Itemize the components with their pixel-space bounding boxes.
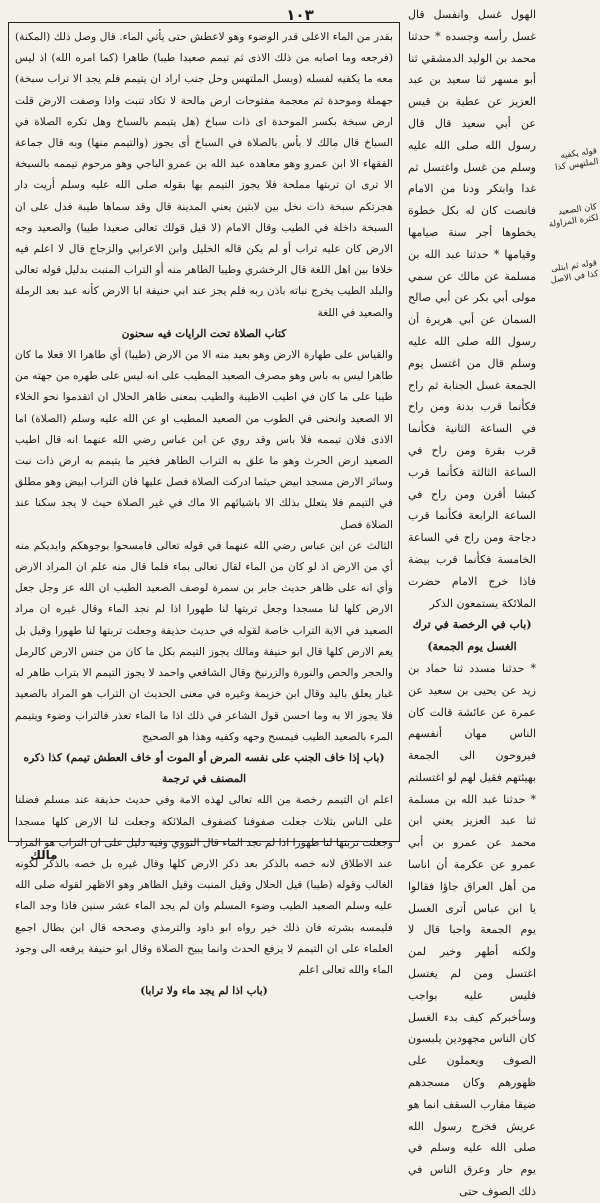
main-commentary-column (8, 22, 400, 998)
margin-note: قوله ثم ابتلى كذا في الاصل (549, 258, 600, 286)
margin-notes (540, 146, 600, 570)
side-column-chapter-heading: (باب في الرخصة في ترك الغسل يوم الجمعة) (412, 618, 532, 654)
catchword: مالك (30, 848, 58, 862)
commentary-paragraph: اعلم ان التيمم رخصة من الله تعالى لهذه الامة وفي حديث حذيفة عند مسلم فضلنا على الناس بثلاث جعلت صفوفنا كصفوف الملائكة وجعلت لنا الارض كلها مسجدا وجعلت تربتها لنا طهورا اذا لم نجد الماء قال النووي وفيه دليل على ان التراب هو المراد عند الاطلاق لانه خصه بالذكر بعد ذكر الارض كلها وقال غيره بل خصه بالذكر لكونه الغالب وقوله (طيبا) قيل الحلال وقيل المنبت وقيل الطاهر وهو الاظهر لقوله صلى الله عليه وسلم الصعيد الطيب وضوء المسلم وان لم يجد الماء عشر سنين فاذا وجد الماء فليمسه بشرته فان ذلك خير رواه ابو داود والترمذي وصححه قال ابن بطال اجمع العلماء على ان التيمم لا يرفع الحدث وانما يبيح الصلاة وقال ابو حنيفة يرفعه الى وجود الماء والله تعالى اعلم (15, 794, 393, 976)
commentary-paragraph: بقدر من الماء الاعلى قدر الوضوء وهو لاعطش حتى يأتي الماء. قال وصل ذلك (المكنة) (فرجعه وما اصابه من ذلك الاذى ثم تيمم صعيدا طيبا) طاهرا (كما امره الله) اذ ليس معه ما يكفيه لفسله (وبسل الملتهس وحل جنب اراد ان يتيمم فلم يجد الا تراب سبخة) جهملة وموحدة ثم معجمة مفتوحات ارض مالحة لا تكاد تنبت واذا وصفت الارض قلت ارض سبخة بكسر الموحدة اى ذات سباخ (هل يتيمم بالسباخ وهل تكره الصلاة في السباخ قال مالك لا بأس بالصلاة في السباخ أى يجوز (والتيمم منها) وبه قال جماعة الفقهاء الا ابن عمرو وهو معاهده عبد الله بن عمرو الباجي وهو مرحوم تيممه بالسبخة الا ترى ان تربتها مملحة فلا يجوز التيمم بها بقوله صلى الله عليه وسلم أريت دار هجرتكم سبخة ذات نخل بين لابتين يعني المدينة قال وقد سماها طيبة فدل على ان السبخة داخلة في الطيب وقال الامام (لا قيل قولك تعالى صعيدا طيبا) والصعيد وجه الارض كان عليه تراب أو لم يكن قاله الخليل وابن الاعرابي والزجاج قال لا اعلم فيه خلافا بين اهل اللغة قال الرخشري وطيبا الطاهر منه أو التراب المنبت بدليل قوله تعالى والبلد الطيب يخرج نباته باذن ربه فلم يجز عند ابي حنيفة ابا الارض كأنه عبد بعد الرملة والصعيد في اللغة (15, 31, 393, 319)
margin-note: قوله يكفيه الملتهس كذا (554, 146, 600, 173)
side-column-body: الهول غسل وانفسل قال غسل رأسه وجسده * حدثنا محمد بن الوليد الدمشقي ثنا أبو مسهر ثنا سعيد بن عبد العزيز عن عطية بن قيس عن أبي سعيد قال قال رسول الله صلى الله عليه وسلم من غسل واغتسل ثم غدا وابتكر ودنا من الامام فانصت كان له بكل خطوة يخطوها أجر سنة صيامها وقيامها * حدثنا عبد الله بن مسلمة عن مالك عن سمي مولى أبي بكر عن أبي صالح السمان عن أبي هريرة أن رسول الله صلى الله عليه وسلم قال من اغتسل يوم الجمعة غسل الجنابة ثم راح فكأنما قرب بدنة ومن راح في الساعة الثانية فكأنما قرب بقرة ومن راح في الساعة الثالثة فكأنما قرب كبشا أقرن ومن راح في الساعة الرابعة فكأنما قرب دجاجة ومن راح في الساعة الخامسة فكأنما قرب بيضة فاذا خرج الامام حضرت الملائكة يستمعون الذكر (408, 8, 536, 610)
commentary-subheading: كتاب الصلاة تحت الرايات فيه سحنون (121, 327, 287, 340)
side-column-body-continued: * حدثنا مسدد ثنا حماد بن زيد عن يحيى بن سعيد عن عمرة عن عائشة قالت كان الناس مهان أنفسهم فيروحون الى الجمعة بهيئتهم فقيل لهم لو اغتسلتم * حدثنا عبد الله بن مسلمة ثنا عبد العزيز يعني ابن محمد عن عمرو بن أبي عمرو عن عكرمة أن اناسا من أهل العراق جاؤا فقالوا يا ابن عباس أترى الغسل يوم الجمعة واجبا قال لا ولكنه أطهر وخير لمن اغتسل ومن لم يغتسل فليس عليه بواجب وسأخبركم كيف بدء الغسل كان الناس مجهودين يلبسون الصوف ويعملون على ظهورهم وكان مسجدهم ضيقا مقارب السقف انما هو عريش فخرج رسول الله صلى الله عليه وسلم في يوم حار وعرق الناس في ذلك الصوف حتى (408, 661, 536, 1199)
commentary-paragraph: والقياس على طهارة الارض وهو بعيد منه الا من الارض (طيبا) أي طاهرا الا فعلا ما كان طاهرا ليس به باس وهو مصرف الصعيد المطيب على انه ليس على طهره من جهته من طيبا على ما كان في اطيب الاطيبة والطيب بمعنى طاهر الحلال ان اتقدموا نحو الخلاء الا الصعيد وانحنى في الطوب من الصعيد المطيب او عن الله عليه وسلم (الصلاة) اما الاذى فلان تيممه فلا باس وقد روي عن ابن عباس رضي الله عنهما انه قال اطيب الصعيد ارض الحرث وهو ما علق به التراب الطاهر فخير ما يتيمم به ارض ذات نبت وسائر الارض مسجد ابيض حيثما ادركت الصلاة فصل عليها فان التراب ابيض وهو مطلق في التيمم فلا يتعلل بذلك الا باشيائهم الا ماك في غير الصلاة حيث لا يجد سكنا عند الصلاة فصل (15, 349, 393, 531)
page-number: ١٠٣ (286, 6, 314, 24)
commentary-paragraph: الثالث عن ابن عباس رضي الله عنهما في قوله تعالى فامسحوا بوجوهكم وايديكم منه أي من الارض اذ لو كان من الماء لقال تعالى بماء فلما قال منه علم ان المراد الارض وأي انه على ظاهر حديث جابر بن سمرة لوصف الصعيد الطيب ان الله عز وجل جعل الارض كلها لنا مسجدا وجعل تربتها لنا طهورا اذا لم نجد الماء وقال غيره ان مراد الصعيد في الاية التراب خاصة لقوله في حديث حذيفة وجعلت تربتها لنا طهورا وقيل بل يعم الارض كلها قال ابو حنيفة ومالك يجوز التيمم بكل ما كان من جنس الارض كالرمل والحجر والحص والنورة والزرنيخ وقال الشافعي واحمد لا يجوز التيمم الا بتراب طاهر له غبار يعلق باليد وقال ابن خزيمة وغيره في معنى الحديث ان التراب هو المراد بالصعيد فلا يجوز الا به وما احسن قول الشاعر في ذلك اذا ما الماء تعذر فالتراب وضوء ويتيمم المرء بالصعيد الطيب فيمسح وجهه وكفيه وهذا هو الصحيح (15, 539, 393, 743)
chapter-heading: (باب إذا خاف الجنب على نفسه المرض أو الموت أو خاف العطش تيمم) كذا ذكره المصنف في ترجمة (23, 751, 385, 786)
margin-note: كان الصعيد لكثرة المزاولة (548, 202, 600, 230)
closing-chapter-heading: (باب اذا لم يجد ماء ولا ترابا) (140, 985, 268, 998)
side-column-text (408, 4, 536, 1199)
